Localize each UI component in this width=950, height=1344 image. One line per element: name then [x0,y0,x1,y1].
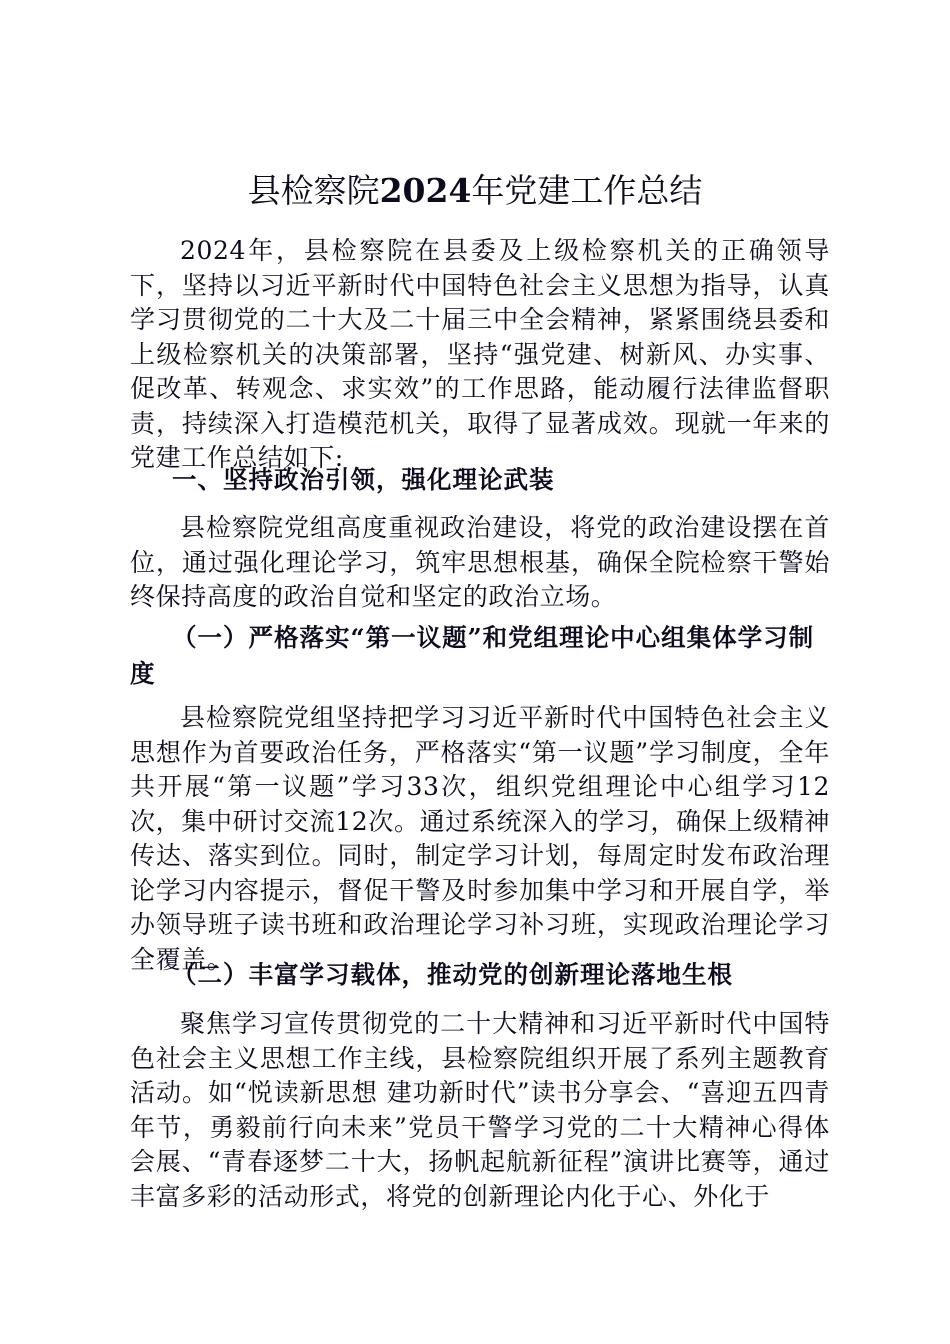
title-prefix: 县检察院 [247,171,380,210]
title-year: 2024 [379,171,472,210]
section-heading-1: 一、坚持政治引领，强化理论武装 [172,465,555,494]
subsection-2-paragraph: 聚焦学习宣传贯彻党的二十大精神和习近平新时代中国特色社会主义思想工作主线，县检察院组织开展了系列主题教育活动。如“悦读新思想 建功新时代”读书分享会、“喜迎五四青年节，勇毅前行向未来”党员干警学习党的二十大精神心得体会展、“青春逐梦二十大，扬帆起航新征程”演讲比赛等，通过丰富多彩的活动形式，将党的创新理论内化于心、外化于 [130,1009,830,1211]
subsection-heading-2: （二）丰富学习载体，推动党的创新理论落地生根 [172,960,733,989]
subsection-1-paragraph: 县检察院党组坚持把学习习近平新时代中国特色社会主义思想作为首要政治任务，严格落实“第一议题”学习制度，全年共开展“第一议题”学习33次，组织党组理论中心组学习12次，集中研讨交流12次。通过系统深入的学习，确保上级精神传达、落实到位。同时，制定学习计划，每周定时发布政治理论学习内容提示，督促干警及时参加集中学习和开展自学，举办领导班子读书班和政治理论学习补习班，实现政治理论学习全覆盖。 [130,703,830,974]
section-1-paragraph: 县检察院党组高度重视政治建设，将党的政治建设摆在首位，通过强化理论学习，筑牢思想根基，确保全院检察干警始终保持高度的政治自觉和坚定的政治立场。 [130,513,830,611]
intro-paragraph: 2024年，县检察院在县委及上级检察机关的正确领导下，坚持以习近平新时代中国特色社会主义思想为指导，认真学习贯彻党的二十大及二十届三中全会精神，紧紧围绕县委和上级检察机关的决策部署，坚持“强党建、树新风、办实事、促改革、转观念、求实效”的工作思路，能动履行法律监督职责，持续深入打造模范机关，取得了显著成效。现就一年来的党建工作总结如下: [130,236,830,472]
document-title [0,166,950,216]
title-suffix: 年党建工作总结 [471,171,703,210]
subsection-heading-1: （一）严格落实“第一议题”和党组理论中心组集体学习制度 [130,623,815,688]
